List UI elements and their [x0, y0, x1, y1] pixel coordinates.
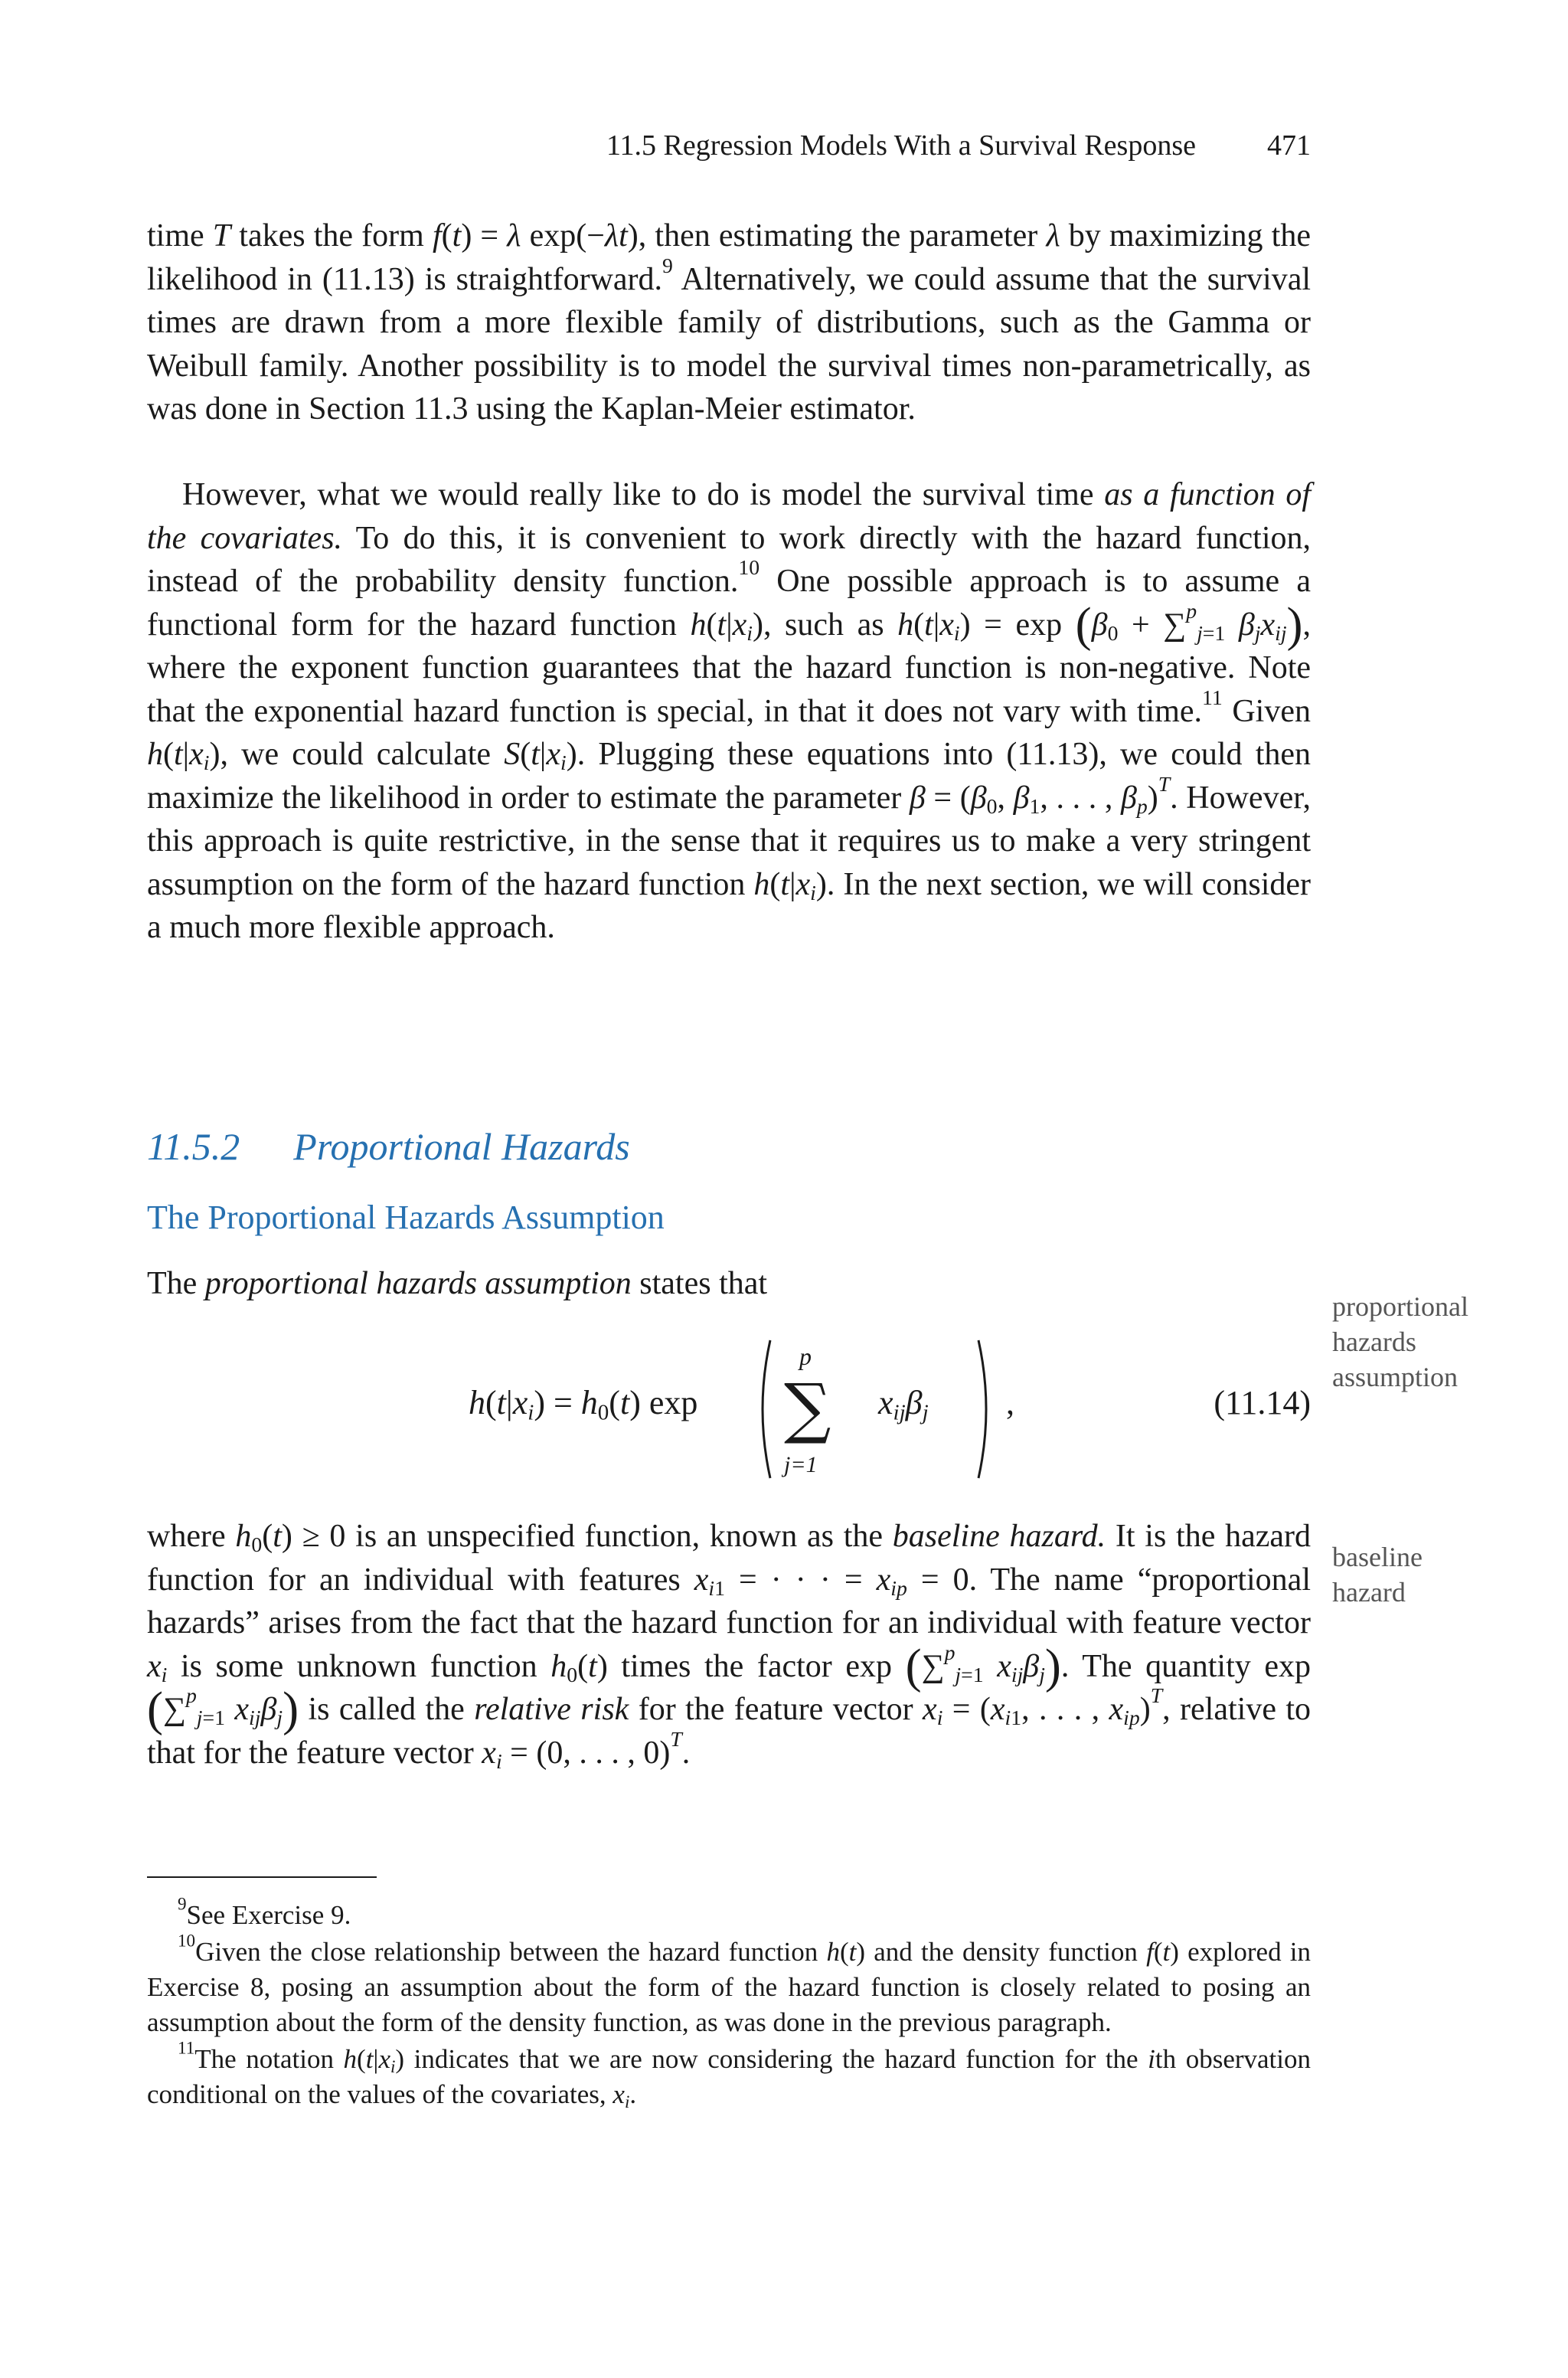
running-title: 11.5 Regression Models With a Survival Response [606, 129, 1196, 162]
running-header [147, 129, 1311, 167]
footnote-10: $^{10}$Given the close relationship between the hazard function h(t) and the density function f(t) explored in Exercise 8, posing an assumption about the form of the hazard function is closely related to posing an assumption about the form of the density function, as was done in the previous paragraph. [147, 1930, 1312, 2037]
equation-summand: $x_{ij}\beta_j$ [878, 1384, 929, 1425]
footnote-9: $^9$See Exercise 9. [178, 1893, 351, 1930]
margin-note-proportional-hazards: proportional hazards assumption [1332, 1291, 1468, 1392]
section-title: Proportional Hazards [293, 1125, 630, 1168]
section-heading [147, 1124, 630, 1169]
svg-text:∑: ∑ [784, 1370, 831, 1447]
equation-11-14: $h(t|x_i) = h_0(t)$ exp p ∑ j=1 $x_{ij}\beta_j$ , (11.14) [147, 1333, 1311, 1486]
subsection-heading: The Proportional Hazards Assumption [147, 1199, 665, 1236]
paragraph-1: time T takes the form f(t) = λ exp(−λt), then estimating the parameter λ by maximizing the likelihood in (11.13) is straightforward.$^9$ Alternatively, we could assume that the survival times are drawn from a more flexible family of distributions, such as the Gamma or Weibull family. Another possibility is to model the survival times non-parametrically, as was done in Section 11.3 using the Kaplan-Meier estimator. [147, 218, 1311, 427]
footnotes [147, 1893, 1312, 2114]
footnote-ref-9[interactable]: 9 [662, 253, 673, 277]
footnote-rule [147, 1876, 377, 1878]
equation-number: (11.14) [1214, 1384, 1311, 1421]
margin-note-baseline-hazard: baseline hazard [1332, 1542, 1423, 1608]
paragraph-3: The proportional hazards assumption states that [147, 1266, 768, 1301]
footnote-11: $^{11}$The notation $h(t|x_i)$ indicates that we are now considering the hazard function for the ith observation conditional on the values of the covariates, $x_i$. [147, 2037, 1311, 2111]
paragraph-2: However, what we would really like to do is model the survival time as a function of the covariates. To do this, it is convenient to work directly with the hazard function, instead of the probability density function.$^{10}$ One possible approach is to assume a functional form for the hazard function $h(t|x_i)$, such as $h(t|x_i) = \exp (\beta_0 + \sum^p_{j=1}$ $\beta_jx_{ij}$), where the exponent function guarantees that the hazard function is non-negative. Note that the exponential hazard function is special, in that it does not vary with time.$^{11}$ Given $h(t|x_i)$, we could calculate $S(t|x_i)$. Plugging these equations into (11.13), we could then maximize the likelihood in order to estimate the parameter $\beta = (\beta_0$, $\beta_1$, . . . , $\beta_p)^T$. However, this approach is quite restrictive, in the sense that it requires us to make a very stringent assumption on the form of the hazard function $h(t|x_i)$. In the next section, we will consider a much more flexible approach. [147, 477, 1312, 945]
equation-lhs: $h(t|x_i) = h_0(t)$ exp [469, 1384, 698, 1425]
sum-upper-limit: p [799, 1343, 812, 1370]
sum-lower-limit: j=1 [784, 1452, 818, 1477]
equation-right-paren [974, 1333, 997, 1486]
section-number: 11.5.2 [147, 1125, 240, 1168]
footnote-ref-10[interactable]: 10 [738, 554, 760, 579]
footnote-ref-11[interactable]: 11 [1202, 685, 1223, 709]
page-number: 471 [1267, 129, 1311, 162]
paragraph-4: where $h_0(t) \ge 0$ is an unspecified function, known as the baseline hazard. It is the hazard function for an individual with features $x_{i1}$ = · · · = $x_{ip} = 0$. The name “proportional hazards” arises from the fact that the hazard function for an individual with feature vector $x_i$ is some unknown function $h_0(t)$ times the factor exp (∑$^p_{j=1}$ $x_{ij}\beta_j$). The quantity exp (∑$^p_{j=1}$ $x_{ij}\beta_j$) is called the relative risk for the feature vector $x_i = (x_{i1}$, . . . , $x_{ip})^T$, relative to that for the feature vector $x_i = (0$, . . . , 0)$^T$. [147, 1519, 1312, 1773]
equation-summation [760, 1333, 874, 1486]
